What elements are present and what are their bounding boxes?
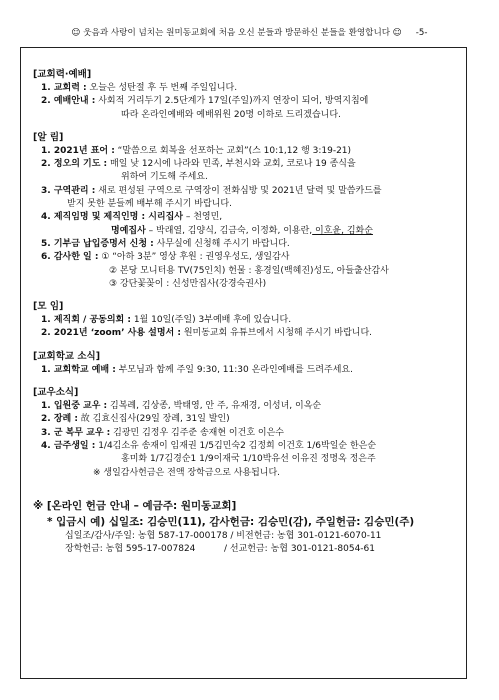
birthday-note: ※ 생일감사헌금은 전액 장학금으로 사용됩니다.	[93, 467, 281, 478]
section-title: [교회학교 소식]	[33, 350, 101, 362]
section-title: [알 림]	[33, 131, 64, 143]
section-title: [교회력·예배]	[33, 69, 92, 80]
item-text: 원미동교회 유튜브에서 시청해 주시기 바랍니다.	[180, 328, 373, 339]
item-label: 2. 2021년 ‘zoom’ 사용 설명서 :	[41, 328, 181, 339]
section-title: [교우소식]	[33, 387, 79, 399]
military-item	[33, 427, 456, 440]
item-label: 1. 교회학교 예배 :	[41, 364, 116, 375]
welcome-message: ☺ 웃음과 사랑이 넘치는 원미동교회에 처음 오신 분들과 방문하신 분들을 환영합니다 ☺	[71, 28, 402, 38]
school-item	[33, 364, 456, 377]
appointment-continuation	[33, 225, 456, 238]
offering-example: * 입금시 예) 십일조: 김승민(11), 감사헌금: 김승민(감), 주일헌금: 김승민(주)	[47, 515, 415, 528]
item-text: 매일 낮 12시에 나라와 민족, 부천시와 교회, 코로나 19 종식을	[107, 159, 356, 170]
meeting-item	[33, 314, 456, 327]
thanks-item	[33, 251, 456, 264]
item-continuation: 받지 못한 분들께 배부해 주시기 바랍니다.	[67, 199, 232, 210]
underlined-names: 이호윤, 김화순	[312, 225, 373, 236]
item-label: 1. 제직회 / 공동의회 :	[41, 315, 131, 326]
item-label: 2. 예배안내 :	[41, 96, 96, 107]
page-number: -5-	[415, 28, 428, 38]
members-section	[33, 386, 456, 480]
item-continuation: 위하여 기도해 주세요.	[121, 172, 208, 183]
item-label: 2. 장례 :	[41, 414, 78, 425]
item-label: 1. 입원중 교우 :	[41, 401, 108, 412]
section-title: [모 임]	[33, 301, 64, 313]
item-label: 1. 2021년 표어 :	[41, 145, 115, 156]
item-text: 사회적 거리두기 2.5단계가 17일(주일)까지 연장이 되어, 방역지침에	[95, 96, 369, 107]
thanks-sub-item: ③ 강단꽃꽂이 : 신성만집사(강경숙권사)	[109, 278, 267, 289]
district-item	[33, 185, 456, 198]
item-text: 1/4김소유 송재이 임재권 1/5김민숙2 김정희 이건호 1/6박일순 한은순	[95, 440, 377, 451]
item-text: 故 김효신집사(29일 장례, 31일 발인)	[77, 414, 230, 425]
item-label: 3. 구역관리 :	[41, 185, 96, 196]
item-text: – 천영민,	[182, 212, 223, 223]
funeral-item	[33, 413, 456, 426]
notices-section	[33, 131, 456, 291]
appointment-item	[33, 211, 456, 224]
item-label: 3. 군 복무 교우 :	[41, 427, 111, 438]
birthday-item	[33, 440, 456, 453]
donation-item	[33, 238, 456, 251]
bulletin-page	[20, 47, 467, 679]
online-offering-title: ※ [온라인 헌금 안내 – 예금주: 원미동교회]	[33, 499, 237, 512]
meetings-section	[33, 300, 456, 341]
school-section	[33, 350, 456, 377]
item-text: “말씀으로 회복을 선포하는 교회”(스 10:1,12 행 3:19-21)	[114, 145, 352, 156]
item-continuation: 홍미화 1/7김경순1 1/9이재국 1/10박유선 이유진 정명옥 정은주	[121, 454, 376, 465]
item-continuation: 따라 온라인예배와 예배위원 20명 이하로 드리겠습니다.	[121, 109, 341, 120]
motto-item	[33, 145, 456, 158]
prayer-item	[33, 158, 456, 171]
item-label: 4. 제직임명 및 제직인명 : 시리집사	[41, 212, 183, 223]
item-label: 2. 정오의 기도 :	[41, 159, 108, 170]
item-text: 김복례, 김상종, 박태영, 안 주, 유재경, 이성녀, 이옥순	[107, 401, 322, 412]
calendar-item	[33, 82, 456, 95]
account-line: 십일조/감사/주일: 농협 587-17-000178 / 비전헌금: 농협 301-0121-6070-11	[65, 530, 382, 541]
bulletin-header	[0, 26, 499, 38]
hospital-item	[33, 400, 456, 413]
item-text: – 박래열, 김양식, 김금숙, 이정화, 이용란,	[145, 225, 313, 236]
account-line: 장학헌금: 농협 595-17-007824 / 선교헌금: 농협 301-0121-8054-61	[65, 544, 376, 555]
item-text: 사무실에 신청해 주시기 바랍니다.	[153, 238, 290, 249]
meeting-item	[33, 327, 456, 340]
item-text: 오늘은 성탄절 후 두 번째 주일입니다.	[86, 83, 238, 93]
online-offering-section	[33, 498, 456, 557]
item-text: ① “아하 3분” 영상 후원 : 권영우성도, 생일감사	[98, 252, 290, 263]
church-calendar-section	[33, 68, 456, 122]
item-label: 명예집사	[111, 225, 146, 236]
item-label: 4. 금주생일 :	[41, 440, 96, 451]
item-text: 부모님과 함께 주일 9:30, 11:30 온라인예배를 드려주세요.	[115, 364, 353, 375]
thanks-sub-item: ② 본당 모니터용 TV(75인치) 헌물 : 홍경일(백혜진)성도, 아들출산감사	[109, 265, 389, 276]
item-label: 1. 교회력 :	[41, 83, 87, 93]
item-text: 김광민 김정우 김주준 송재현 이건호 이은수	[110, 427, 284, 438]
item-label: 5. 기부금 납입증명서 신청 :	[41, 238, 154, 249]
item-label: 6. 감사한 일 :	[41, 252, 99, 263]
item-text: 새로 편성된 구역으로 구역장이 전화심방 및 2021년 달력 및 말씀카드를	[95, 185, 382, 196]
worship-item	[33, 95, 456, 108]
item-text: 1월 10일(주일) 3부예배 후에 있습니다.	[130, 315, 292, 326]
